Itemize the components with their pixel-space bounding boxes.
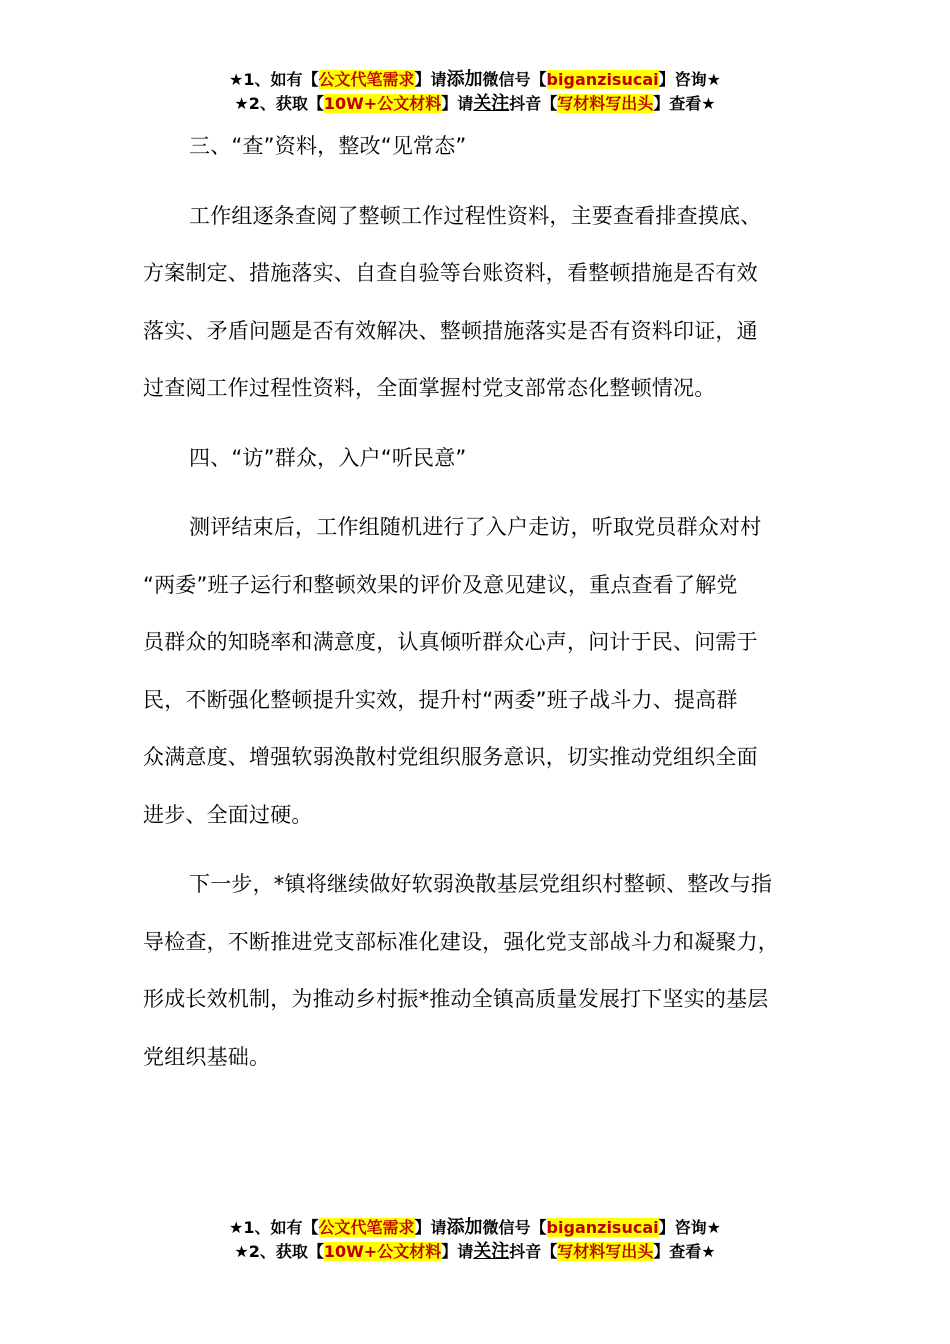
footer-banner xyxy=(0,1216,950,1264)
banner-text: 】请 xyxy=(414,70,447,89)
next-steps-paragraph-line: 下一步，*镇将继续做好软弱涣散基层党组织村整顿、整改与指 xyxy=(189,872,773,896)
banner-text: 】查看★ xyxy=(653,94,716,113)
banner-highlight: 公文代笔需求 xyxy=(318,1218,415,1237)
banner-text: ★1、如有【 xyxy=(229,1218,319,1237)
section-3-heading: 三、“查”资料，整改“见常态” xyxy=(189,134,467,158)
section-4-paragraph-line: 民，不断强化整顿提升实效，提升村“两委”班子战斗力、提高群 xyxy=(143,687,738,712)
banner-text: 微信号【 xyxy=(482,1218,547,1237)
section-4-paragraph-line: 众满意度、增强软弱涣散村党组织服务意识，切实推动党组织全面 xyxy=(143,745,758,769)
banner-highlight: 10W+公文材料 xyxy=(323,94,442,113)
document-body xyxy=(143,118,808,1086)
banner-line-2 xyxy=(0,1240,950,1264)
next-steps-paragraph-line: 党组织基础。 xyxy=(143,1044,271,1069)
next-steps-paragraph-line: 形成长效机制，为推动乡村振*推动全镇高质量发展打下坚实的基层 xyxy=(143,987,769,1011)
section-3-paragraph-line: 落实、矛盾问题是否有效解决、整顿措施落实是否有资料印证，通 xyxy=(143,318,758,343)
banner-text: 】咨询★ xyxy=(658,70,721,89)
banner-douyin-id: 写材料写出头 xyxy=(557,94,654,113)
banner-line-1 xyxy=(0,1216,950,1240)
section-4-paragraph-line: 员群众的知晓率和满意度，认真倾听群众心声，问计于民、问需于 xyxy=(143,630,758,654)
section-3-paragraph-line: 工作组逐条查阅了整顿工作过程性资料，主要查看排查摸底、 xyxy=(189,203,762,228)
banner-text: 抖音【 xyxy=(509,1242,558,1261)
section-4-heading: 四、“访”群众，入户“听民意” xyxy=(189,445,467,470)
banner-emphasis: 添加 xyxy=(446,69,483,90)
section-4-paragraph-line: “两委”班子运行和整顿效果的评价及意见建议，重点查看了解党 xyxy=(143,572,738,597)
banner-emphasis: 关注 xyxy=(473,1241,510,1262)
banner-highlight: 公文代笔需求 xyxy=(318,70,415,89)
banner-douyin-id: 写材料写出头 xyxy=(557,1242,654,1261)
banner-text: 抖音【 xyxy=(509,94,558,113)
banner-text: ★2、获取【 xyxy=(234,94,324,113)
banner-wechat-id: biganzisucai xyxy=(546,70,659,89)
section-4-paragraph-line: 测评结束后，工作组随机进行了入户走访，听取党员群众对村 xyxy=(189,515,762,539)
banner-text: 微信号【 xyxy=(482,70,547,89)
banner-wechat-id: biganzisucai xyxy=(546,1218,659,1237)
header-banner xyxy=(0,68,950,116)
banner-text: 】请 xyxy=(414,1218,447,1237)
banner-text: 】查看★ xyxy=(653,1242,716,1261)
section-4-paragraph-line: 进步、全面过硬。 xyxy=(143,802,313,827)
banner-text: 】请 xyxy=(441,94,474,113)
section-3-paragraph-line: 过查阅工作过程性资料，全面掌握村党支部常态化整顿情况。 xyxy=(143,376,716,400)
section-3-paragraph-line: 方案制定、措施落实、自查自验等台账资料，看整顿措施是否有效 xyxy=(143,261,758,285)
banner-text: ★2、获取【 xyxy=(234,1242,324,1261)
banner-emphasis: 关注 xyxy=(473,93,510,114)
banner-highlight: 10W+公文材料 xyxy=(323,1242,442,1261)
banner-text: ★1、如有【 xyxy=(229,70,319,89)
banner-line-1 xyxy=(0,68,950,92)
banner-text: 】咨询★ xyxy=(658,1218,721,1237)
banner-text: 】请 xyxy=(441,1242,474,1261)
next-steps-paragraph-line: 导检查，不断推进党支部标准化建设，强化党支部战斗力和凝聚力， xyxy=(143,929,779,954)
banner-line-2 xyxy=(0,92,950,116)
banner-emphasis: 添加 xyxy=(446,1217,483,1238)
